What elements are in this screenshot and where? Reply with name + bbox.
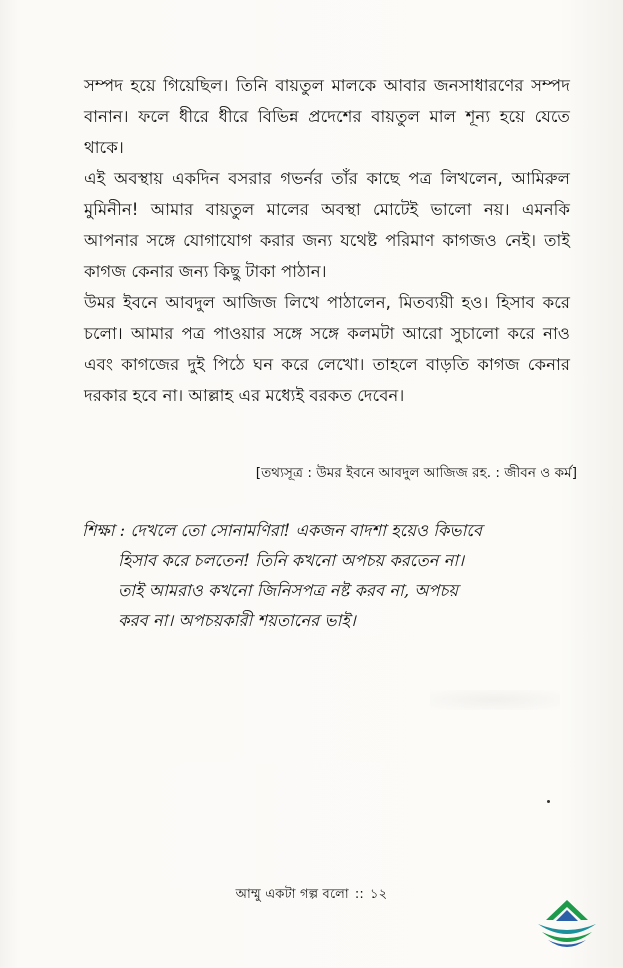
lesson-line-1: শিক্ষা : দেখলে তো সোনামণিরা! একজন বাদশা হয়েও কিভাবে	[82, 521, 483, 540]
footer-page-number: ১২	[370, 887, 388, 902]
lesson-line-4: করব না। অপচয়কারী শয়তানের ভাই।	[118, 611, 356, 630]
lesson-block	[82, 516, 578, 636]
story-paragraph-2: এই অবস্থায় একদিন বসরার গভর্নর তাঁর কাছে পত্র লিখলেন, আমিরুল মুমিনীন! আমার বায়তুল মালের অবস্থা মোটেই ভালো নয়। এমনকি আপনার সঙ্গে যোগাযোগ করার জন্য যথেষ্ট পরিমাণ কাগজও নেই। তাই কাগজ কেনার জন্য কিছু টাকা পাঠান।	[84, 169, 570, 281]
publisher-logo-icon	[532, 896, 602, 954]
story-paragraph-1: সম্পদ হয়ে গিয়েছিল। তিনি বায়তুল মালকে আবার জনসাধারণের সম্পদ বানান। ফলে ধীরে ধীরে বিভিন্ন প্রদেশের বায়তুল মাল শূন্য হয়ে যেতে থাকে।	[84, 76, 570, 157]
story-body	[84, 70, 570, 411]
footer-book-title: আম্মু একটা গল্প বলো	[235, 887, 349, 902]
story-paragraph-3: উমর ইবনে আবদুল আজিজ লিখে পাঠালেন, মিতব্যয়ী হও। হিসাব করে চলো। আমার পত্র পাওয়ার সঙ্গে সঙ্গে কলমটা আরো সুচালো করে নাও এবং কাগজের দুই পিঠে ঘন করে লেখো। তাহলে বাড়তি কাগজ কেনার দরকার হবে না। আল্লাহ এর মধ্যেই বরকত দেবেন।	[84, 293, 570, 405]
source-citation: [তথ্যসূত্র : উমর ইবনে আবদুল আজিজ রহ. : জীবন ও কর্ম]	[255, 465, 577, 481]
lesson-line-3: তাই আমরাও কখনো জিনিসপত্র নষ্ট করব না, অপচয়	[118, 581, 459, 600]
page-smudge	[430, 690, 560, 710]
lesson-line-2: হিসাব করে চলতেন! তিনি কখনো অপচয় করতেন না।	[118, 551, 465, 570]
footer-separator: ::	[354, 887, 365, 902]
ink-dot	[547, 800, 550, 803]
page-footer	[0, 885, 623, 905]
